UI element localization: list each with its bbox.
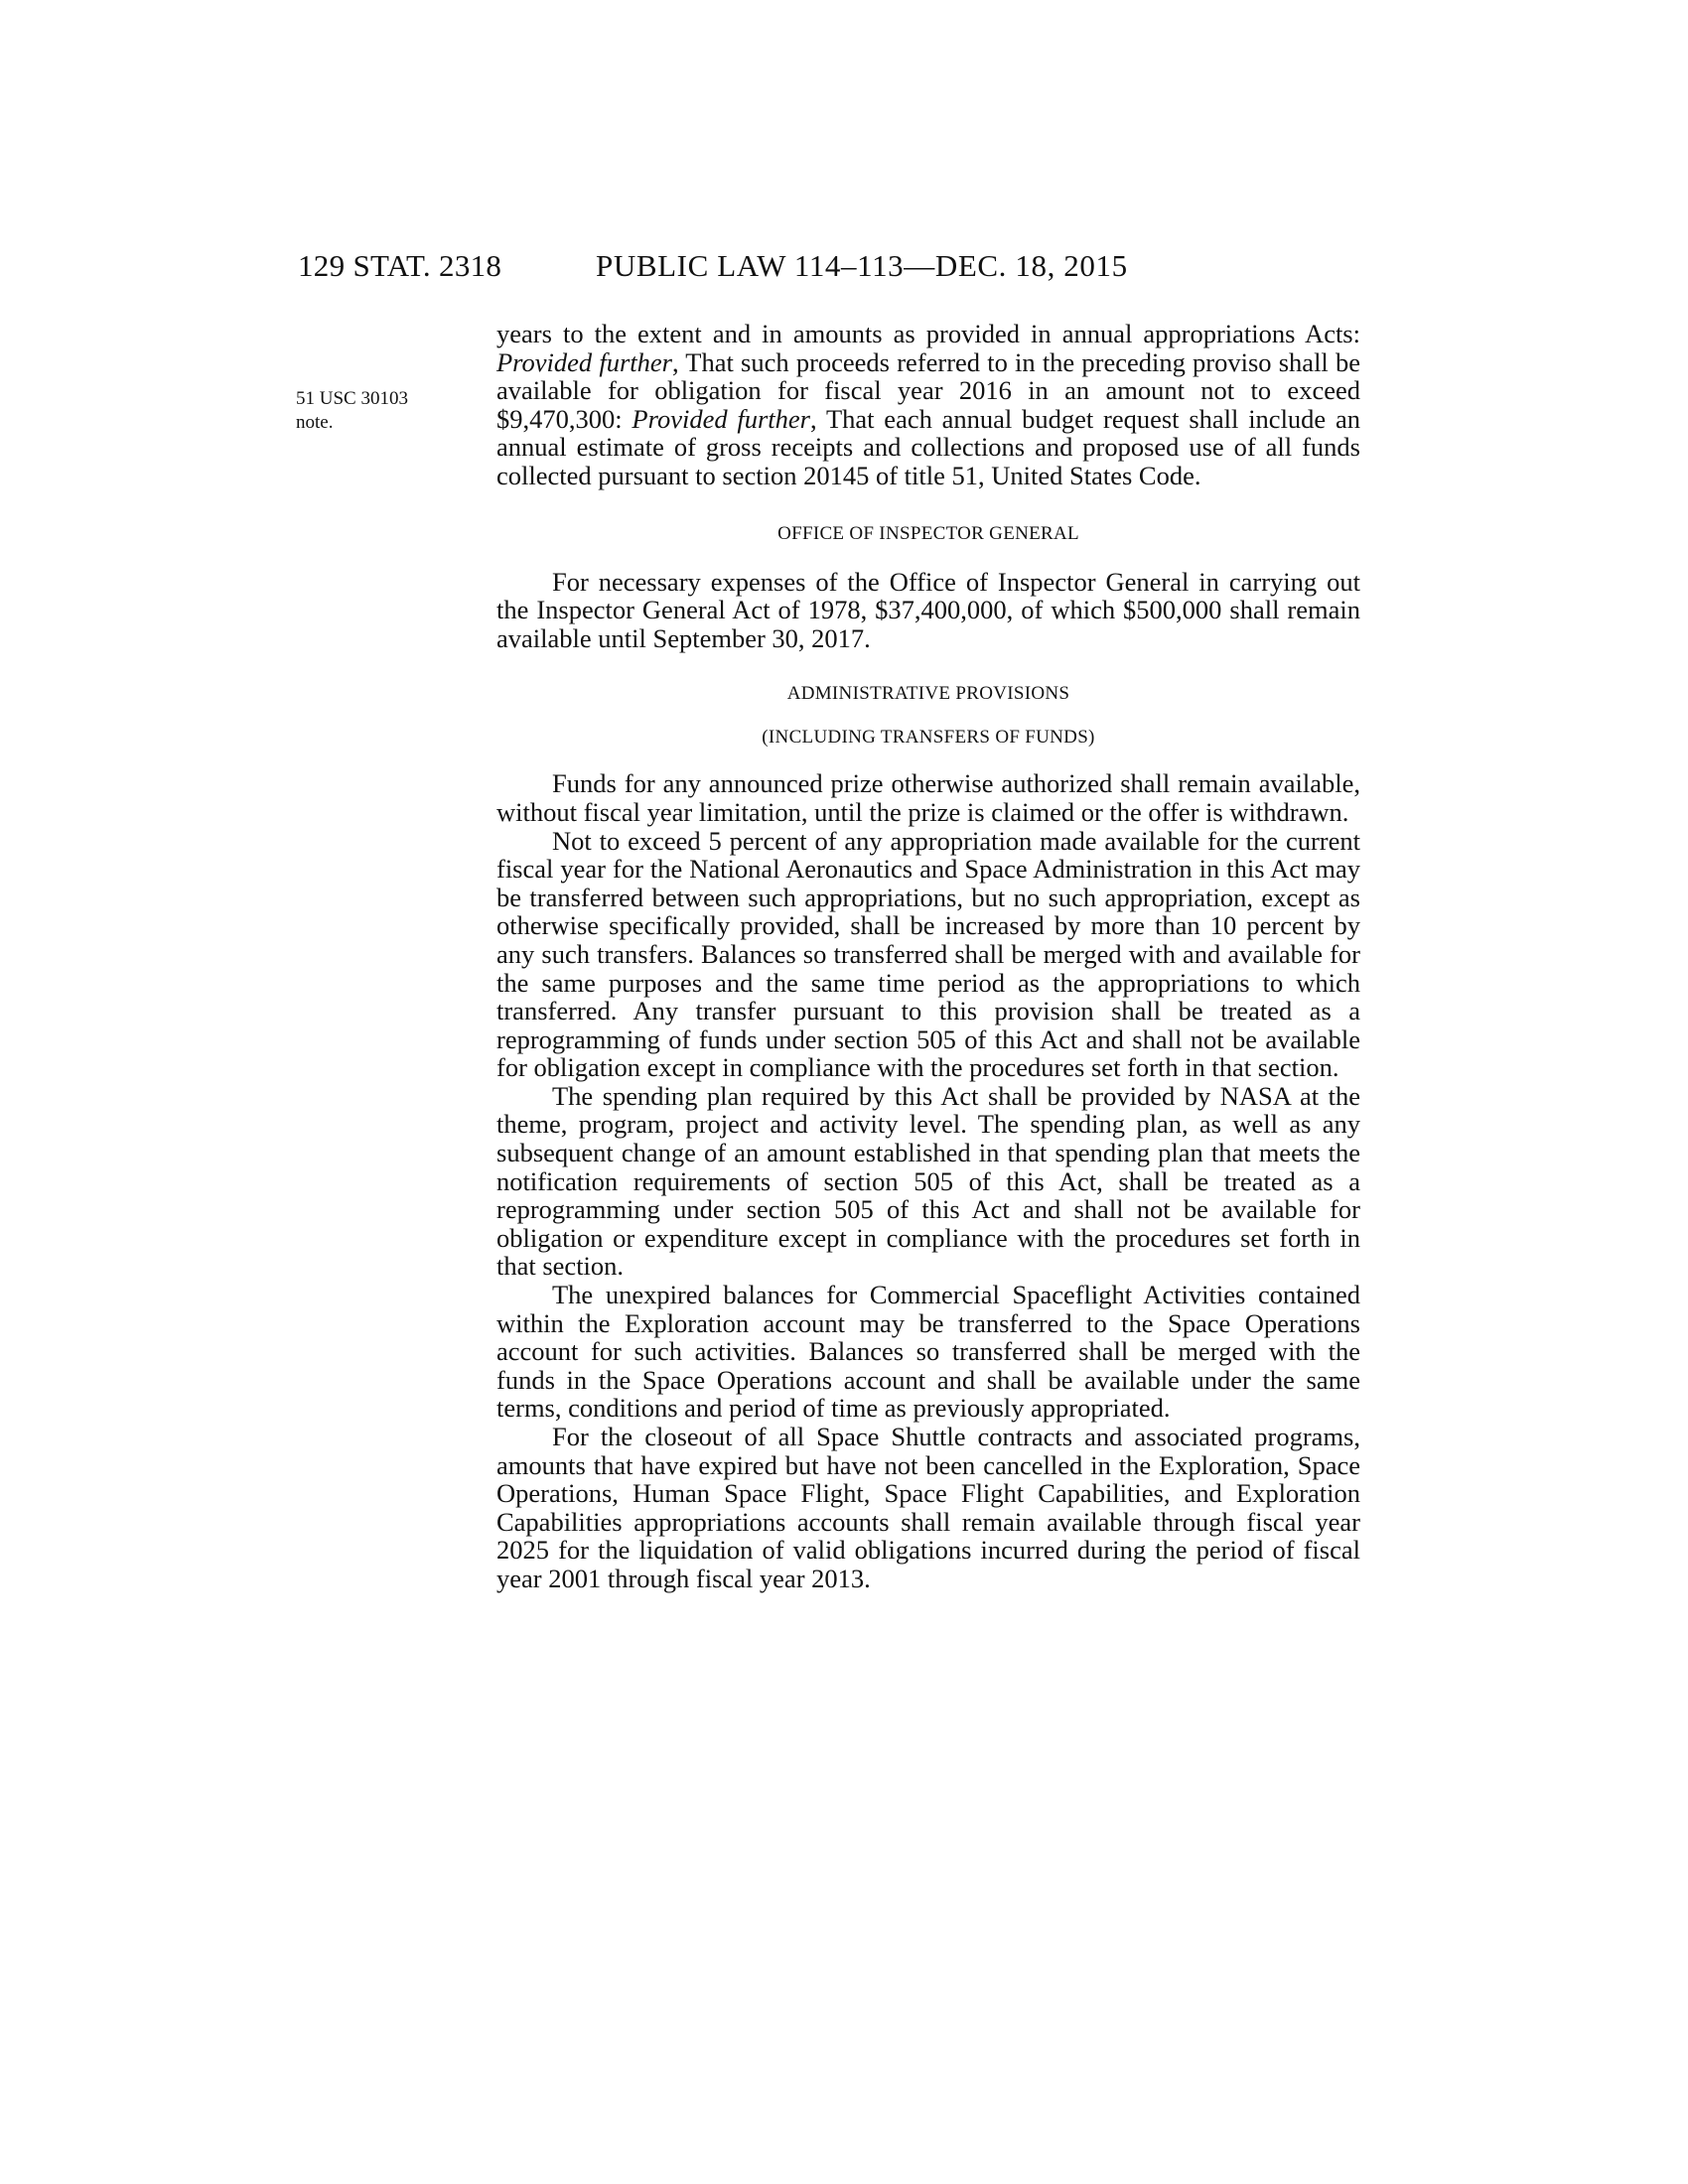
proviso-italic: Provided further <box>632 403 810 434</box>
paragraph-text: years to the extent and in amounts as provided in annual appropriations Acts: <box>496 319 1360 348</box>
running-head: PUBLIC LAW 114–113—DEC. 18, 2015 <box>596 248 1128 283</box>
provision-paragraph: The unexpired balances for Commercial Spaceflight Activities contained within the Exploration account may be transferred to the Space Operations account for such activities. Balances so transferred shall be merged with the funds in the Space Operations account and shall be available under the same terms, conditions and period of time as previously appropriated. <box>496 1280 1360 1424</box>
oig-paragraph: For necessary expenses of the Office of Inspector General in carrying out the Inspector General Act of 1978, $37,400,000, of which $500,000 shall remain available until September 30, 2017. <box>496 566 1360 653</box>
margin-note <box>296 387 485 435</box>
body-text <box>496 320 1360 1593</box>
section-heading-oig: OFFICE OF INSPECTOR GENERAL <box>777 522 1079 544</box>
margin-note-citation: 51 USC 30103 <box>296 388 408 409</box>
provision-paragraph: The spending plan required by this Act shall be provided by NASA at the theme, program, project and activity level. The spending plan, as well as any subsequent change of an amount established in that spending plan that meets the notification requirements of section 505 of this Act, shall be treated as a reprogramming under section 505 of this Act and shall not be available for obligation or expenditure except in compliance with the procedures set forth in that section. <box>496 1080 1360 1282</box>
page-header <box>0 248 1688 288</box>
provision-paragraph: For the closeout of all Space Shuttle contracts and associated programs, amounts that have expired but have not been cancelled in the Exploration, Space Operations, Human Space Flight, Space Flight Capabilities, and Exploration Capabilities appropriations accounts shall remain available through fiscal year 2025 for the liquidation of valid obligations incurred during the period of fiscal year 2001 through fiscal year 2013. <box>496 1422 1360 1593</box>
section-heading-admin-provisions: ADMINISTRATIVE PROVISIONS <box>786 683 1070 705</box>
paragraph-text: , That each annual budget request shall include an annual estimate of gross receipts and collections and proposed use of all funds collected pursuant to section 20145 of title 51, United States Code. <box>496 403 1361 490</box>
continued-paragraph <box>496 320 1360 490</box>
paragraph-text: , That such proceeds referred to in the preceding proviso shall be available for obligation for fiscal year 2016 in an amount not to exceed $9,470,300: <box>496 346 1360 434</box>
provision-paragraph: Not to exceed 5 percent of any appropriation made available for the current fiscal year for the National Aeronautics and Space Administration in this Act may be transferred between such appropriations, but no such appropriation, except as otherwise specifically provided, shall be increased by more than 10 percent by any such transfers. Balances so transferred shall be merged with and available for the same purposes and the same time period as the appropriations to which transferred. Any transfer pursuant to this provision shall be treated as a reprogramming of funds under section 505 of this Act and shall not be available for obligation except in compliance with the procedures set forth in that section. <box>496 825 1360 1083</box>
provision-paragraph: Funds for any announced prize otherwise authorized shall remain available, without fiscal year limitation, until the prize is claimed or the offer is withdrawn. <box>496 768 1360 827</box>
proviso-italic: Provided further <box>496 346 672 377</box>
margin-note-label: note. <box>296 412 334 433</box>
section-subheading-transfers: (INCLUDING TRANSFERS OF FUNDS) <box>762 727 1095 749</box>
stat-citation: 129 STAT. 2318 <box>298 248 502 283</box>
